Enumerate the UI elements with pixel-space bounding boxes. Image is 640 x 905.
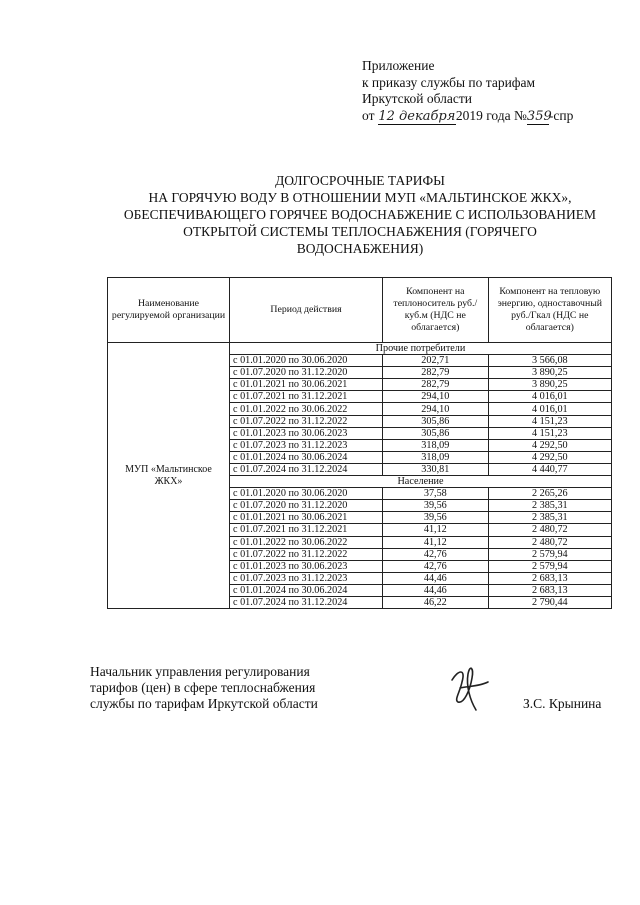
- energy-value-cell: 4 151,23: [488, 415, 611, 427]
- footer-position: [90, 664, 318, 712]
- carrier-value-cell: 305,86: [383, 415, 489, 427]
- carrier-value-cell: 41,12: [383, 524, 489, 536]
- annex-suffix: -спр: [548, 107, 574, 123]
- energy-value-cell: 3 890,25: [488, 367, 611, 379]
- carrier-value-cell: 42,76: [383, 548, 489, 560]
- annex-date-handwritten: 12 декабря: [378, 108, 456, 124]
- title-line-3: ОБЕСПЕЧИВАЮЩЕГО ГОРЯЧЕЕ ВОДОСНАБЖЕНИЕ С ИСПОЛЬЗОВАНИЕМ: [123, 207, 597, 222]
- period-cell: с 01.07.2020 по 31.12.2020: [230, 367, 383, 379]
- carrier-value-cell: 41,12: [383, 536, 489, 548]
- period-cell: с 01.01.2023 по 30.06.2023: [230, 427, 383, 439]
- table-header-row: [108, 278, 612, 343]
- group-header-row: [108, 343, 612, 355]
- annex-order-line: [362, 108, 573, 125]
- energy-value-cell: 2 579,94: [488, 560, 611, 572]
- annex-line-2: к приказу службы по тарифам: [362, 74, 536, 90]
- carrier-value-cell: 294,10: [383, 403, 489, 415]
- period-cell: с 01.07.2024 по 31.12.2024: [230, 596, 383, 608]
- energy-value-cell: 4 016,01: [488, 391, 611, 403]
- energy-value-cell: 2 385,31: [488, 512, 611, 524]
- period-cell: с 01.07.2021 по 31.12.2021: [230, 524, 383, 536]
- carrier-value-cell: 42,76: [383, 560, 489, 572]
- period-cell: с 01.07.2022 по 31.12.2022: [230, 548, 383, 560]
- annex-prefix: от: [362, 107, 375, 123]
- annex-year-text: 2019 года №: [455, 107, 527, 123]
- carrier-value-cell: 330,81: [383, 463, 489, 475]
- period-cell: с 01.07.2023 по 31.12.2023: [230, 572, 383, 584]
- period-cell: с 01.07.2024 по 31.12.2024: [230, 463, 383, 475]
- carrier-value-cell: 37,58: [383, 488, 489, 500]
- energy-value-cell: 4 292,50: [488, 439, 611, 451]
- annex-line-3: Иркутской области: [362, 91, 473, 106]
- energy-value-cell: 2 683,13: [488, 584, 611, 596]
- carrier-value-cell: 44,46: [383, 584, 489, 596]
- energy-value-cell: 3 890,25: [488, 379, 611, 391]
- footer-line-1: Начальник управления регулирования: [90, 664, 310, 679]
- period-cell: с 01.01.2021 по 30.06.2021: [230, 512, 383, 524]
- energy-value-cell: 3 566,08: [488, 355, 611, 367]
- energy-value-cell: 4 292,50: [488, 451, 611, 463]
- period-cell: с 01.01.2024 по 30.06.2024: [230, 584, 383, 596]
- document-title: [100, 172, 620, 257]
- period-cell: с 01.01.2023 по 30.06.2023: [230, 560, 383, 572]
- energy-value-cell: 2 790,44: [488, 596, 611, 608]
- annex-block: [362, 58, 573, 125]
- carrier-value-cell: 39,56: [383, 500, 489, 512]
- carrier-value-cell: 305,86: [383, 427, 489, 439]
- carrier-value-cell: 318,09: [383, 451, 489, 463]
- period-cell: с 01.07.2022 по 31.12.2022: [230, 415, 383, 427]
- footer-line-3: службы по тарифам Иркутской области: [90, 696, 318, 711]
- period-cell: с 01.01.2020 по 30.06.2020: [230, 355, 383, 367]
- energy-value-cell: 2 265,26: [488, 488, 611, 500]
- organization-cell: МУП «Мальтинское ЖКХ»: [108, 343, 230, 609]
- period-cell: с 01.01.2021 по 30.06.2021: [230, 379, 383, 391]
- group-name: Население: [230, 476, 612, 488]
- carrier-value-cell: 46,22: [383, 596, 489, 608]
- energy-value-cell: 2 480,72: [488, 524, 611, 536]
- period-cell: с 01.01.2020 по 30.06.2020: [230, 488, 383, 500]
- carrier-value-cell: 39,56: [383, 512, 489, 524]
- energy-value-cell: 4 440,77: [488, 463, 611, 475]
- energy-value-cell: 2 480,72: [488, 536, 611, 548]
- energy-value-cell: 4 016,01: [488, 403, 611, 415]
- title-line-5: ВОДОСНАБЖЕНИЯ): [296, 241, 424, 256]
- carrier-value-cell: 202,71: [383, 355, 489, 367]
- carrier-value-cell: 44,46: [383, 572, 489, 584]
- title-line-1: ДОЛГОСРОЧНЫЕ ТАРИФЫ: [275, 173, 445, 188]
- period-cell: с 01.01.2024 по 30.06.2024: [230, 451, 383, 463]
- tariffs-table: [107, 277, 612, 609]
- header-energy-component: Компонент на тепловую энергию, одноставочный руб./Гкал (НДС не облагается): [488, 278, 611, 343]
- energy-value-cell: 2 683,13: [488, 572, 611, 584]
- carrier-value-cell: 282,79: [383, 379, 489, 391]
- carrier-value-cell: 294,10: [383, 391, 489, 403]
- signer-name: З.С. Крынина: [523, 696, 602, 711]
- annex-number-handwritten: 359: [526, 108, 552, 124]
- header-carrier-component: Компонент на теплоноситель руб./куб.м (НДС не облагается): [383, 278, 489, 343]
- period-cell: с 01.07.2023 по 31.12.2023: [230, 439, 383, 451]
- annex-line-1: Приложение: [362, 58, 435, 73]
- title-line-4: ОТКРЫТОЙ СИСТЕМЫ ТЕПЛОСНАБЖЕНИЯ (ГОРЯЧЕГО: [183, 224, 537, 239]
- carrier-value-cell: 318,09: [383, 439, 489, 451]
- footer-line-2: тарифов (цен) в сфере теплоснабжения: [90, 680, 316, 695]
- energy-value-cell: 2 579,94: [488, 548, 611, 560]
- group-name: Прочие потребители: [230, 343, 612, 355]
- energy-value-cell: 4 151,23: [488, 427, 611, 439]
- period-cell: с 01.07.2020 по 31.12.2020: [230, 500, 383, 512]
- title-line-2: НА ГОРЯЧУЮ ВОДУ В ОТНОШЕНИИ МУП «МАЛЬТИНСКОЕ ЖКХ»,: [148, 190, 572, 205]
- header-period: Период действия: [230, 278, 383, 343]
- signature-image: [440, 660, 500, 716]
- period-cell: с 01.01.2022 по 30.06.2022: [230, 403, 383, 415]
- period-cell: с 01.07.2021 по 31.12.2021: [230, 391, 383, 403]
- energy-value-cell: 2 385,31: [488, 500, 611, 512]
- header-organization: Наименование регулируемой организации: [108, 278, 230, 343]
- period-cell: с 01.01.2022 по 30.06.2022: [230, 536, 383, 548]
- carrier-value-cell: 282,79: [383, 367, 489, 379]
